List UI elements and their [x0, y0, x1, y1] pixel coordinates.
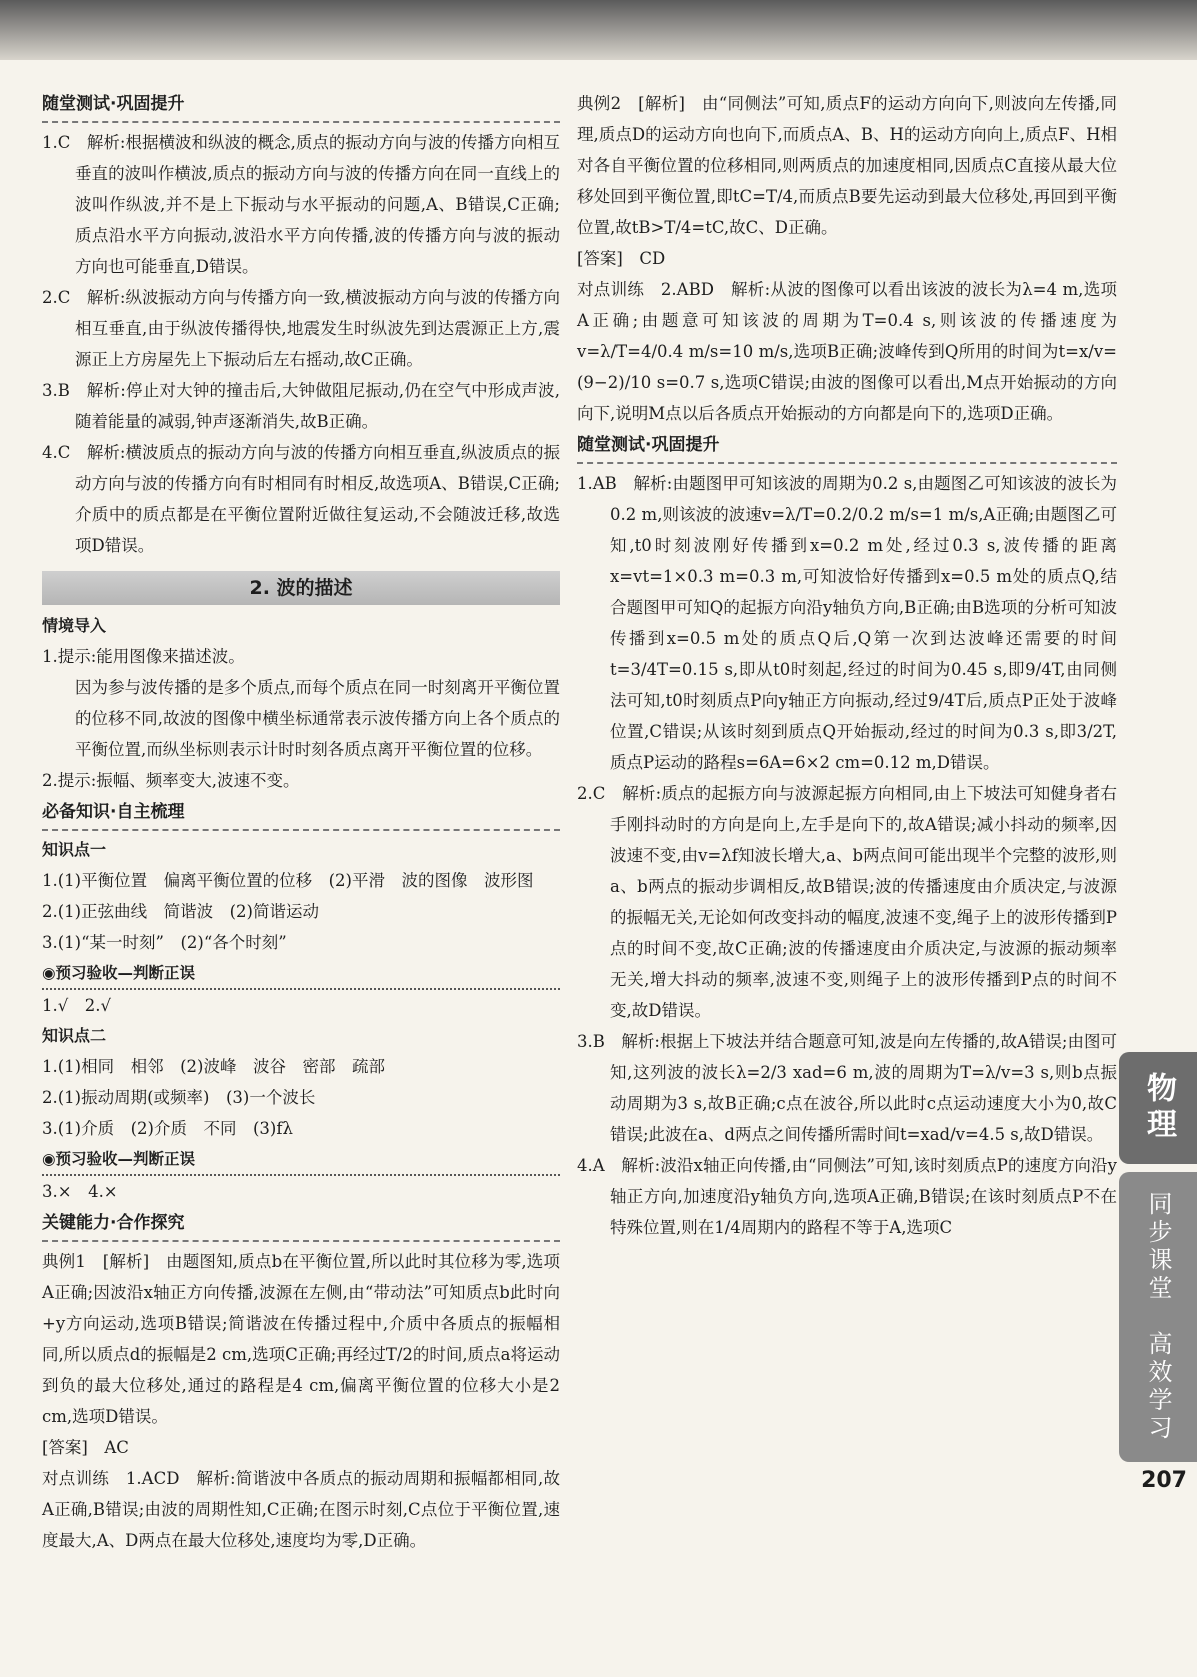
answer-item: 4.A 解析:波沿x轴正向传播,由“同侧法”可知,该时刻质点P的速度方向沿y轴正方向,加速度沿y轴负方向,选项A正确,B错误;在该时刻质点P不在特殊位置,则在1/4周期内的路程不等于A,选项C [577, 1156, 1117, 1237]
answer-item: 3.B 解析:停止对大钟的撞击后,大钟做阻尼振动,仍在空气中形成声波,随着能量的减弱,钟声逐渐消失,故B正确。 [42, 381, 560, 431]
left-column [42, 88, 560, 1556]
answer-item: 3.B 解析:根据上下坡法并结合题意可知,波是向左传播的,故A错误;由图可知,这列波的波长λ=2/3 xad=6 m,波的周期为T=λ/v=3 s,则b点振动周期为3 s,故B正确;c点在波谷,所以此时c点运动速度大小为0,故C错误;此波在a、d两点之间传播所需时间t=xad/v=4.5 s,故D错误。 [577, 1032, 1117, 1144]
example-answer: [答案] CD [577, 249, 666, 268]
answer-item: 2.C 解析:纵波振动方向与传播方向一致,横波振动方向与波的传播方向相互垂直,由于纵波传播得快,地震发生时纵波先到达震源正上方,震源正上方房屋先上下振动后左右摇动,故C正确。 [42, 288, 560, 369]
hint-item: 1.提示:能用图像来描述波。 [42, 647, 245, 666]
check-answers: 3.× 4.× [42, 1182, 118, 1201]
right-column [577, 88, 1117, 1243]
training-solution: 对点训练 1.ACD 解析:简谐波中各质点的振动周期和振幅都相同,故A正确,B错误;由波的周期性知,C正确;在图示时刻,C点位于平衡位置,速度最大,A、D两点在最大位移处,速度均为零,D正确。 [42, 1469, 560, 1550]
knowledge-item: 2.(1)振动周期(或频率) (3)一个波长 [42, 1088, 316, 1107]
subheading: 知识点二 [42, 1026, 107, 1045]
knowledge-item: 1.(1)相同 相邻 (2)波峰 波谷 密部 疏部 [42, 1057, 385, 1076]
section-heading: 关键能力·合作探究 [42, 1210, 560, 1242]
answer-item: 2.C 解析:质点的起振方向与波源起振方向相同,由上下坡法可知健身者右手刚抖动时的方向是向上,左手是向下的,故A错误;减小抖动的频率,因波速不变,由v=λf知波长增大,a、b两点间可能出现半个完整的波形,则a、b两点的振动步调相反,故B错误;波的传播速度由介质决定,与波源的振幅无关,无论如何改变抖动的幅度,波速不变,绳子上的波形传播到P点的时间不变,故C正确;波的传播速度由介质决定,与波源的振动频率无关,增大抖动的频率,波速不变,则绳子上的波形传播到P点的时间不变,故D错误。 [577, 784, 1117, 1020]
subheading: 知识点一 [42, 840, 107, 859]
example-solution: 典例2 [解析] 由“同侧法”可知,质点F的运动方向向下,则波向左传播,同理,质点D的运动方向也向下,而质点A、B、H的运动方向向上,质点F、H相对各自平衡位置的位移相同,则两质点的加速度相同,因质点C直接从最大位移处回到平衡位置,即tC=T/4,而质点B要先运动到最大位移处,再回到平衡位置,故tB>T/4=tC,故C、D正确。 [577, 94, 1117, 237]
subject-tab: 物理 [1119, 1052, 1197, 1164]
training-solution: 对点训练 2.ABD 解析:从波的图像可以看出该波的波长为λ=4 m,选项A正确;由题意可知该波的周期为T=0.4 s,则该波的传播速度为v=λ/T=4/0.4 m/s=10 m/s,选项B正确;波峰传到Q所用的时间为t=x/v=(9−2)/10 s=0.7 s,选项C错误;由波的图像可以看出,M点开始振动的方向向下,说明M点以后各质点开始振动的方向都是向下的,选项D正确。 [577, 280, 1117, 423]
section-heading: 必备知识·自主梳理 [42, 799, 560, 831]
answer-item: 1.C 解析:根据横波和纵波的概念,质点的振动方向与波的传播方向相互垂直的波叫作横波,质点的振动方向与波的传播方向在同一直线上的波叫作纵波,并不是上下振动与水平振动的问题,A、B错误,C正确;质点沿水平方向振动,波沿水平方向传播,波的传播方向与波的振动方向也可能垂直,D错误。 [42, 133, 560, 276]
subheading: 情境导入 [42, 616, 107, 635]
section-heading: 随堂测试·巩固提升 [577, 432, 1117, 464]
knowledge-item: 3.(1)介质 (2)介质 不同 (3)fλ [42, 1119, 293, 1138]
page-top-band [0, 0, 1197, 60]
check-heading: ◉预习验收—判断正误 [42, 1144, 560, 1176]
answer-item: 4.C 解析:横波质点的振动方向与波的传播方向相互垂直,纵波质点的振动方向与波的传播方向有时相同有时相反,故选项A、B错误,C正确;介质中的质点都是在平衡位置附近做往复运动,不会随波迁移,故选项D错误。 [42, 443, 560, 555]
answer-item: 1.AB 解析:由题图甲可知该波的周期为0.2 s,由题图乙可知该波的波长为0.2 m,则该波的波速v=λ/T=0.2/0.2 m/s=1 m/s,A正确;由题图乙可知,t0时刻波刚好传播到x=0.2 m处,经过0.3 s,波传播的距离x=vt=1×0.3 m=0.3 m,可知波恰好传播到x=0.5 m处的质点Q,结合题图甲可知Q的起振方向沿y轴负方向,B正确;由B选项的分析可知波传播到x=0.5 m处的质点Q后,Q第一次到达波峰还需要的时间t=3/4T=0.15 s,即从t0时刻起,经过的时间为0.45 s,即9/4T,由同侧法可知,t0时刻质点P向y轴正方向振动,经过9/4T后,质点P正处于波峰位置,C错误;从该时刻到质点Q开始振动,经过的时间为0.3 s,即3/2T,质点P运动的路程s=6A=6×2 cm=0.12 m,D错误。 [577, 474, 1117, 772]
hint-item: 2.提示:振幅、频率变大,波速不变。 [42, 771, 300, 790]
example-answer: [答案] AC [42, 1438, 129, 1457]
knowledge-item: 3.(1)“某一时刻” (2)“各个时刻” [42, 933, 287, 952]
knowledge-item: 2.(1)正弦曲线 简谐波 (2)简谐运动 [42, 902, 319, 921]
series-tab: 同步课堂 高效学习 [1119, 1172, 1197, 1462]
lesson-title: 2. 波的描述 [42, 571, 560, 605]
knowledge-item: 1.(1)平衡位置 偏离平衡位置的位移 (2)平滑 波的图像 波形图 [42, 871, 534, 890]
hint-body: 因为参与波传播的是多个质点,而每个质点在同一时刻离开平衡位置的位移不同,故波的图像中横坐标通常表示波传播方向上各个质点的平衡位置,而纵坐标则表示计时时刻各质点离开平衡位置的位移。 [75, 678, 560, 759]
section-heading: 随堂测试·巩固提升 [42, 91, 560, 123]
check-answers: 1.√ 2.√ [42, 996, 112, 1015]
page-number: 207 [1141, 1468, 1187, 1493]
check-heading: ◉预习验收—判断正误 [42, 958, 560, 990]
example-solution: 典例1 [解析] 由题图知,质点b在平衡位置,所以此时其位移为零,选项A正确;因波沿x轴正方向传播,波源在左侧,由“带动法”可知质点b此时向+y方向运动,选项B错误;简谐波在传播过程中,介质中各质点的振幅相同,所以质点d的振幅是2 cm,选项C正确;再经过T/2的时间,质点a将运动到负的最大位移处,通过的路程是4 cm,偏离平衡位置的位移大小是2 cm,选项D错误。 [42, 1252, 561, 1426]
